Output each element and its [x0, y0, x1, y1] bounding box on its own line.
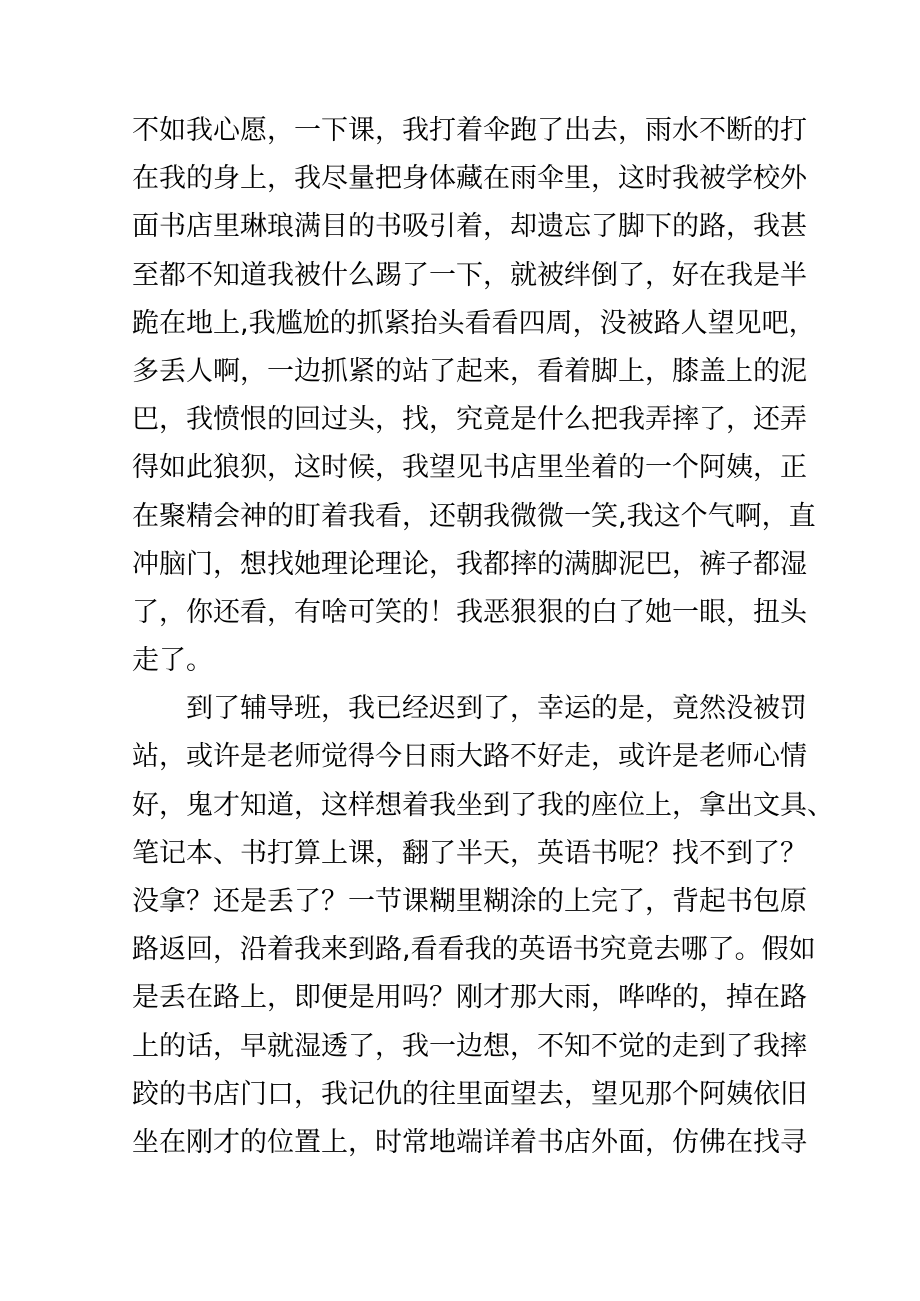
text-line: 走了。 — [132, 645, 213, 677]
text-line: 上的话，早就湿透了，我一边想，不知不觉的走到了我摔 — [132, 1030, 807, 1062]
text-line: 了，你还看，有啥可笑的！我恶狠狠的白了她一眼，扭头 — [132, 596, 807, 628]
text-line: 跪在地上,我尴尬的抓紧抬头看看四周，没被路人望见吧， — [132, 307, 816, 339]
text-line: 不如我心愿，一下课，我打着伞跑了出去，雨水不断的打 — [132, 115, 807, 146]
text-line: 笔记本、书打算上课，翻了半天，英语书呢？找不到了？ — [132, 837, 807, 869]
text-line: 多丢人啊，一边抓紧的站了起来，看着脚上，膝盖上的泥 — [132, 355, 807, 387]
text-line: 没拿？还是丢了？一节课糊里糊涂的上完了，背起书包原 — [132, 886, 807, 917]
text-line: 坐在刚才的位置上，时常地端详着书店外面，仿佛在找寻 — [132, 1126, 807, 1158]
paragraph-start-line: 到了辅导班，我已经迟到了，幸运的是，竟然没被罚 — [186, 693, 807, 725]
text-line: 站，或许是老师觉得今日雨大路不好走，或许是老师心情 — [132, 741, 807, 773]
text-line: 冲脑门，想找她理论理论，我都摔的满脚泥巴，裤子都湿 — [132, 548, 807, 580]
text-line: 得如此狼狈，这时候，我望见书店里坐着的一个阿姨，正 — [132, 452, 807, 484]
text-line: 至都不知道我被什么踢了一下，就被绊倒了，好在我是半 — [132, 259, 807, 291]
text-line: 好，鬼才知道，这样想着我坐到了我的座位上，拿出文具、 — [132, 789, 834, 821]
text-line: 路返回，沿着我来到路,看看我的英语书究竟去哪了。假如 — [132, 934, 816, 966]
text-line: 面书店里琳琅满目的书吸引着，却遗忘了脚下的路，我甚 — [132, 211, 807, 243]
body-text — [132, 107, 834, 1167]
text-line: 巴，我愤恨的回过头，找，究竟是什么把我弄摔了，还弄 — [132, 404, 807, 436]
text-line: 是丢在路上，即便是用吗？刚才那大雨，哗哗的，掉在路 — [132, 982, 807, 1014]
text-line: 跤的书店门口，我记仇的往里面望去，望见那个阿姨依旧 — [132, 1078, 807, 1110]
text-line: 在我的身上，我尽量把身体藏在雨伞里，这时我被学校外 — [132, 163, 807, 195]
text-line: 在聚精会神的盯着我看，还朝我微微一笑,我这个气啊，直 — [132, 500, 816, 532]
